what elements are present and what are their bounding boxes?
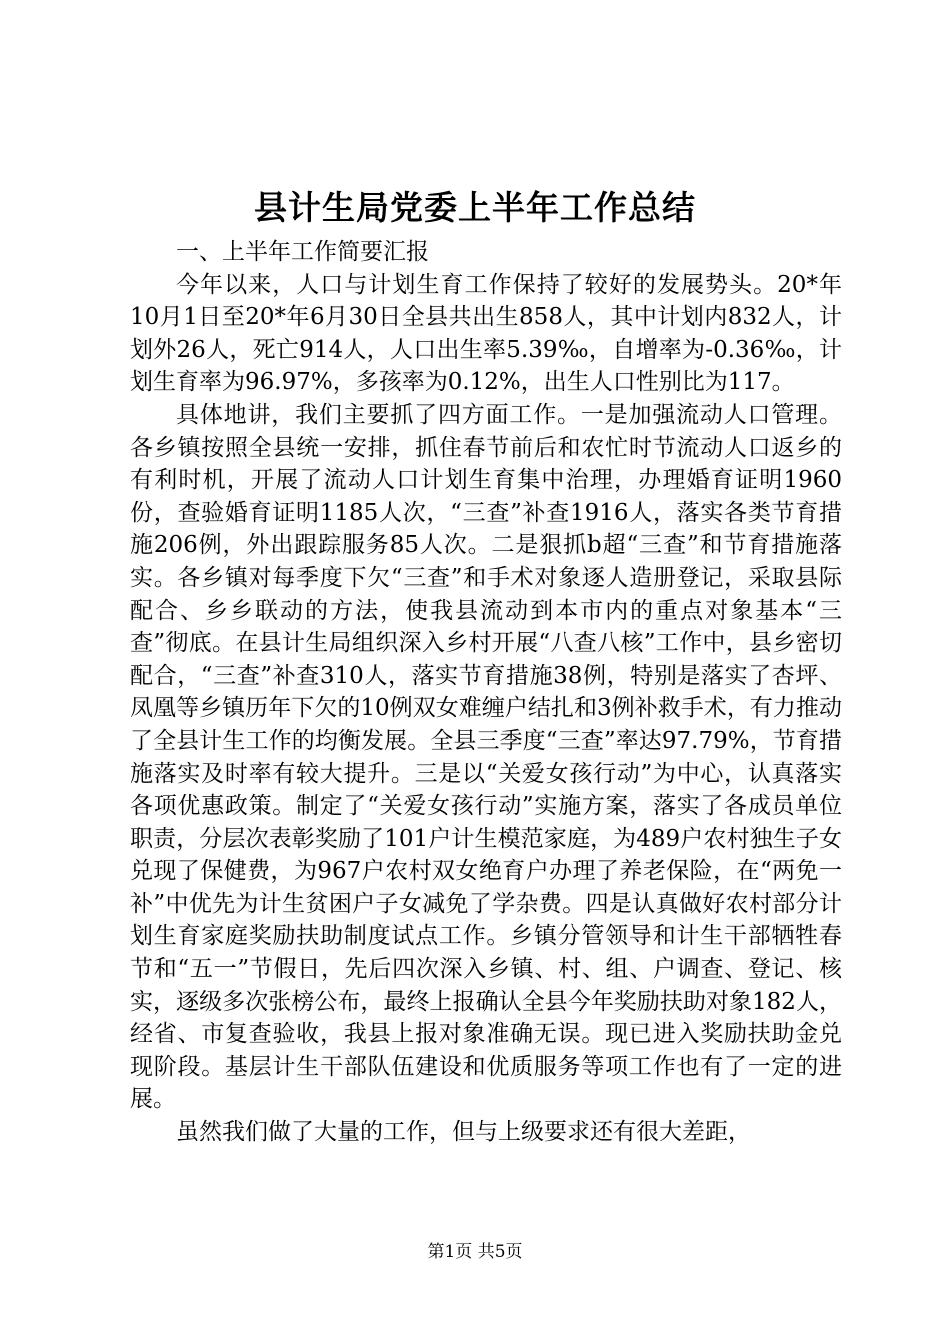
paragraph-gap: 虽然我们做了大量的工作，但与上级要求还有很大差距， [176,1119,751,1146]
document-title: 县计生局党委上半年工作总结 [254,188,696,227]
document-body [130,236,842,1149]
page-footer: 第1页 共5页 [427,1242,523,1262]
paragraph-summary: 今年以来，人口与计划生育工作保持了较好的发展势头。20*年10月1日至20*年6月30日全县共出生858人，其中计划内832人，计划外26人，死亡914人，人口出生率5.39‰，自增率为-0.36‰，计划生育率为96.97%，多孩率为0.12%，出生人口性别比为117。 [130,271,842,396]
section-heading: 一、上半年工作简要汇报 [176,239,429,265]
paragraph-details: 具体地讲，我们主要抓了四方面工作。一是加强流动人口管理。各乡镇按照全县统一安排，抓住春节前后和农忙时节流动人口返乡的有利时机，开展了流动人口计划生育集中治理，办理婚育证明1960份，查验婚育证明1185人次，“三查”补查1916人，落实各类节育措施206例，外出跟踪服务85人次。二是狠抓b超“三查”和节育措施落实。各乡镇对每季度下欠“三查”和手术对象逐人造册登记，采取县际配合、乡乡联动的方法，使我县流动到本市内的重点对象基本“三查”彻底。在县计生局组织深入乡村开展“八查八核”工作中，县乡密切配合，“三查”补查310人，落实节育措施38例，特别是落实了杏坪、凤凰等乡镇历年下欠的10例双女难缠户结扎和3例补救手术，有力推动了全县计生工作的均衡发展。全县三季度“三查”率达97.79%，节育措施落实及时率有较大提升。三是以“关爱女孩行动”为中心，认真落实各项优惠政策。制定了“关爱女孩行动”实施方案，落实了各成员单位职责，分层次表彰奖励了101户计生模范家庭，为489户农村独生子女兑现了保健费，为967户农村双女绝育户办理了养老保险，在“两免一补”中优先为计生贫困户子女减免了学杂费。四是认真做好农村部分计划生育家庭奖励扶助制度试点工作。乡镇分管领导和计生干部牺牲春节和“五一”节假日，先后四次深入乡镇、村、组、户调查、登记、核实，逐级多次张榜公布，最终上报确认全县今年奖励扶助对象182人，经省、市复查验收，我县上报对象准确无误。现已进入奖励扶助金兑现阶段。基层计生干部队伍建设和优质服务等项工作也有了一定的进展。 [130,401,842,1113]
